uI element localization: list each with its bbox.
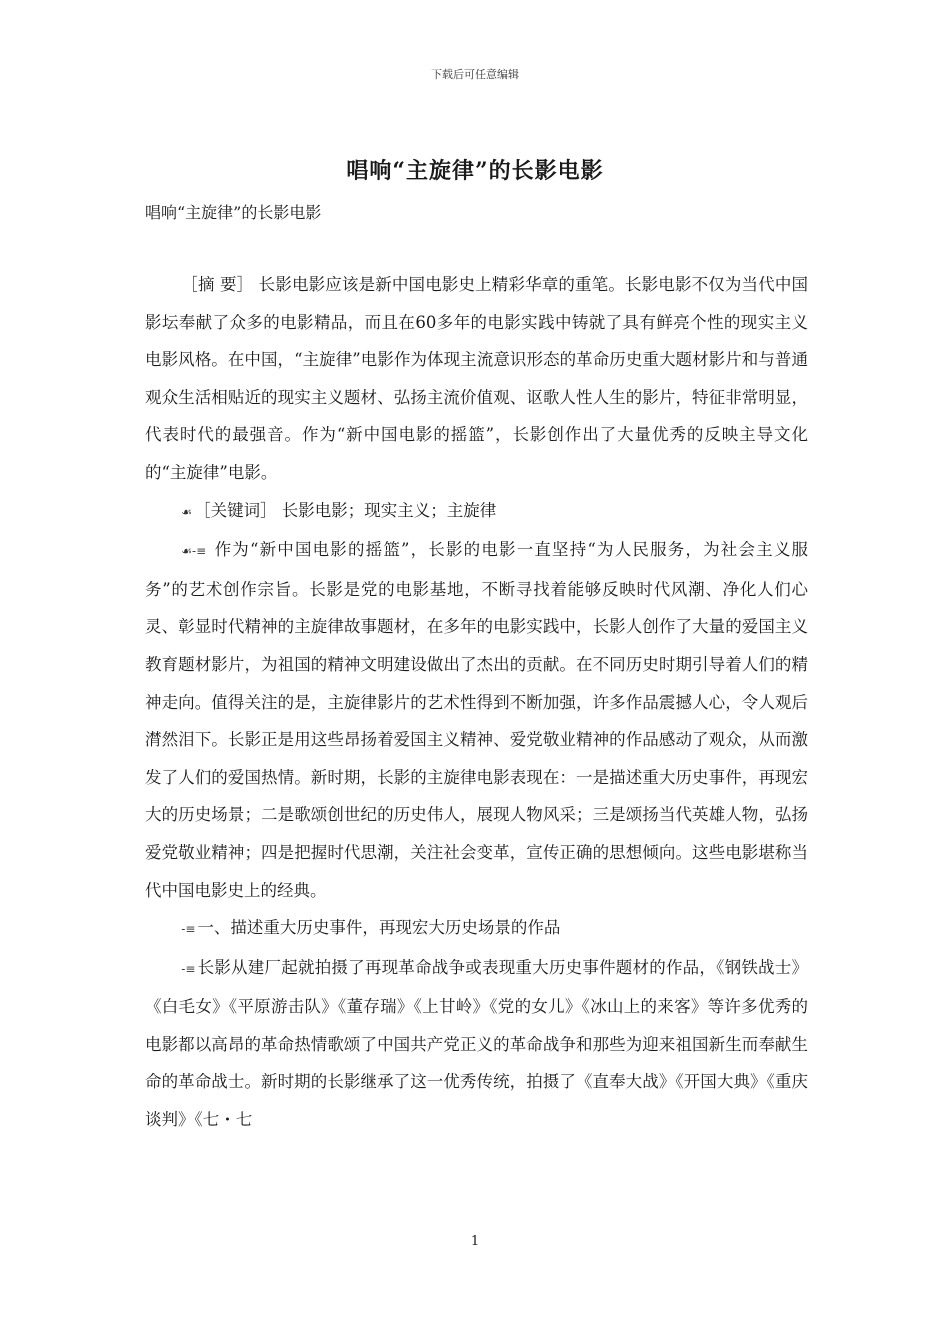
document-body xyxy=(145,266,808,1139)
abstract-paragraph: ［摘 要］ 长影电影应该是新中国电影史上精彩华章的重笔。长影电影不仅为当代中国影坛奉献了众多的电影精品，而且在60多年的电影实践中铸就了具有鲜亮个性的现实主义电影风格。在中国，“主旋律”电影作为体现主流意识形态的革命历史重大题材影片和与普通观众生活相贴近的现实主义题材、弘扬主流价值观、讴歌人性人生的影片，特征非常明显，代表时代的最强音。作为“新中国电影的摇篮”，长影创作出了大量优秀的反映主导文化的“主旋律”电影。 xyxy=(145,275,808,482)
dash-marker-icon: -≡ xyxy=(181,961,196,976)
section-heading xyxy=(145,909,808,949)
dash-marker-icon: -≡ xyxy=(181,922,196,937)
keywords-paragraph xyxy=(145,492,808,532)
intro-paragraph xyxy=(145,531,808,909)
header-note: 下载后可任意编辑 xyxy=(431,68,519,81)
leaf-bullet-icon: ☙ xyxy=(181,504,193,519)
section-paragraph-text: 长影从建厂起就拍摄了再现革命战争或表现重大历史事件题材的作品，《钢铁战士》《白毛女》《平原游击队》《董存瑞》《上甘岭》《党的女儿》《冰山上的来客》等许多优秀的电影都以高昂的革命热情歌颂了中国共产党正义的革命战争和那些为迎来祖国新生而奉献生命的革命战士。新时期的长影继承了这一优秀传统，拍摄了《直奉大战》《开国大典》《重庆谈判》《七・七 xyxy=(145,957,808,1130)
document-title: 唱响“主旋律”的长影电影 xyxy=(346,158,604,184)
section-paragraph xyxy=(145,949,808,1139)
page-number: 1 xyxy=(470,1234,480,1249)
section-heading-text: 一、描述重大历史事件，再现宏大历史场景的作品 xyxy=(197,918,561,938)
keywords-text: ［关键词］ 长影电影；现实主义；主旋律 xyxy=(194,500,497,520)
intro-text: 作为“新中国电影的摇篮”，长影的电影一直坚持“为人民服务，为社会主义服务”的艺术创作宗旨。长影是党的电影基地，不断寻找着能够反映时代风潮、净化人们心灵、彰显时代精神的主旋律故事题材，在多年的电影实践中，长影人创作了大量的爱国主义教育题材影片，为祖国的精神文明建设做出了杰出的贡献。在不同历史时期引导着人们的精神走向。值得关注的是，主旋律影片的艺术性得到不断加强，许多作品震撼人心，令人观后潸然泪下。长影正是用这些昂扬着爱国主义精神、爱党敬业精神的作品感动了观众，从而激发了人们的爱国热情。新时期，长影的主旋律电影表现在：一是描述重大历史事件，再现宏大的历史场景；二是歌颂创世纪的历史伟人，展现人物风采；三是颂扬当代英雄人物，弘扬爱党敬业精神；四是把握时代思潮，关注社会变革，宣传正确的思想倾向。这些电影堪称当代中国电影史上的经典。 xyxy=(145,540,809,900)
document-subtitle: 唱响“主旋律”的长影电影 xyxy=(145,203,322,222)
leaf-bullet-icon: ☙-≡ xyxy=(181,544,207,559)
